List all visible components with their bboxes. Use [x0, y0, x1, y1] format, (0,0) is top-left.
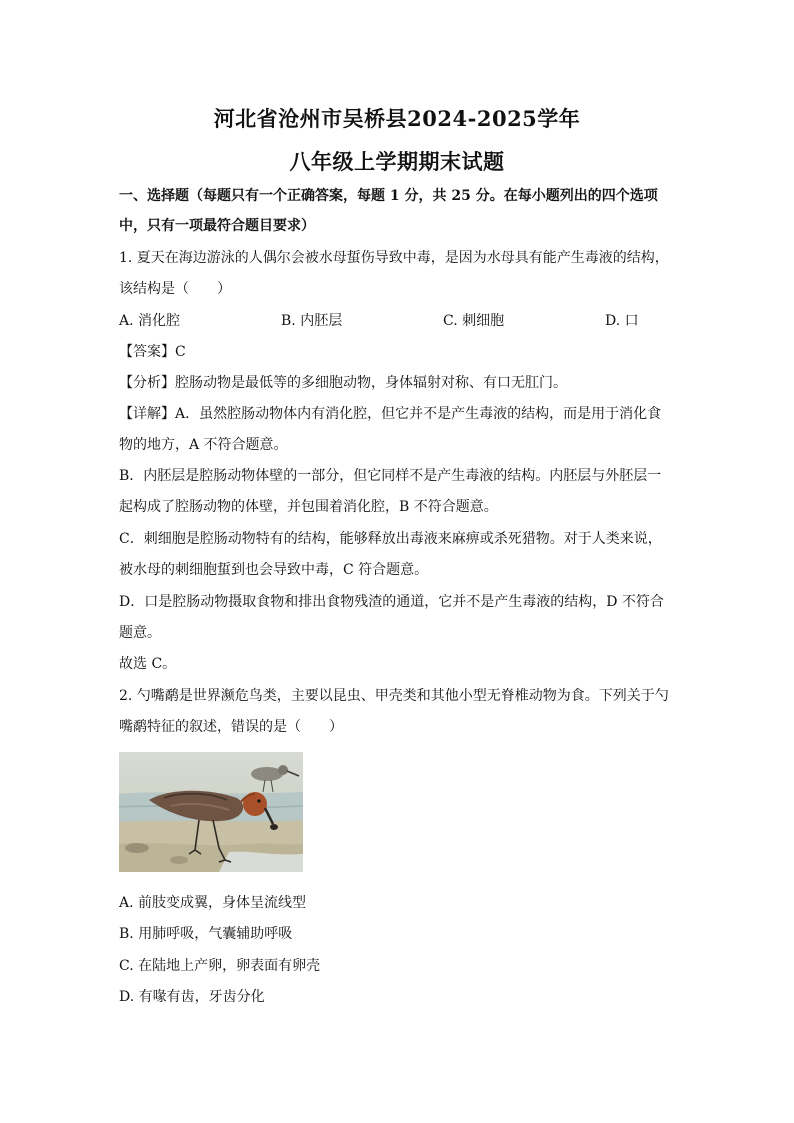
q1-option-d: D. 口: [605, 313, 639, 329]
q1-detail-line: D．口是腔肠动物摄取食物和排出食物残渣的通道，它并不是产生毒液的结构，D 不符合: [119, 594, 664, 610]
q1-option-a: A. 消化腔: [119, 313, 181, 329]
q1-option-c: C. 刺细胞: [443, 313, 505, 329]
q1-detail-line: 【详解】A．虽然腔肠动物体内有消化腔，但它并不是产生毒液的结构，而是用于消化食: [119, 406, 662, 422]
document-title-line2: 八年级上学期期末试题: [289, 149, 505, 174]
section-heading-line2: 中，只有一项最符合题目要求）: [119, 218, 315, 234]
q2-stem-line1: 2. 勺嘴鹬是世界濒危鸟类，主要以昆虫、甲壳类和其他小型无脊椎动物为食。下列关于勺: [119, 688, 669, 704]
q1-conclusion: 故选 C。: [119, 656, 177, 672]
q1-detail-line: 起构成了腔肠动物的体壁，并包围着消化腔，B 不符合题意。: [119, 499, 498, 515]
q2-option-c: C. 在陆地上产卵，卵表面有卵壳: [119, 958, 321, 974]
q1-detail-line: C．刺细胞是腔肠动物特有的结构，能够释放出毒液来麻痹或杀死猎物。对于人类来说，: [119, 531, 662, 547]
q1-stem-line2: 该结构是（ ）: [119, 281, 231, 297]
q1-detail-line: 题意。: [119, 625, 161, 641]
q2-option-b: B. 用肺呼吸，气囊辅助呼吸: [119, 926, 293, 942]
q1-detail-line: B．内胚层是腔肠动物体壁的一部分，但它同样不是产生毒液的结构。内胚层与外胚层一: [119, 468, 662, 484]
section-heading-line1: 一、选择题（每题只有一个正确答案，每题 1 分，共 25 分。在每小题列出的四个选项: [119, 188, 658, 204]
document-title-line1: 河北省沧州市吴桥县2024-2025学年: [213, 106, 581, 131]
q1-option-b: B. 内胚层: [281, 313, 343, 329]
q1-analysis: 【分析】腔肠动物是最低等的多细胞动物，身体辐射对称、有口无肛门。: [119, 375, 567, 391]
q2-option-d: D. 有喙有齿，牙齿分化: [119, 989, 265, 1005]
q1-answer: 【答案】C: [119, 344, 186, 360]
q2-stem-line2: 嘴鹬特征的叙述，错误的是（ ）: [119, 719, 343, 735]
q1-detail-line: 被水母的刺细胞蜇到也会导致中毒，C 符合题意。: [119, 562, 429, 578]
q1-detail-line: 物的地方，A 不符合题意。: [119, 437, 288, 453]
q1-stem-line1: 1. 夏天在海边游泳的人偶尔会被水母蜇伤导致中毒，是因为水母具有能产生毒液的结构，: [119, 250, 669, 266]
q2-option-a: A. 前肢变成翼，身体呈流线型: [119, 895, 307, 911]
spoon-billed-sandpiper-illustration: [119, 752, 303, 872]
